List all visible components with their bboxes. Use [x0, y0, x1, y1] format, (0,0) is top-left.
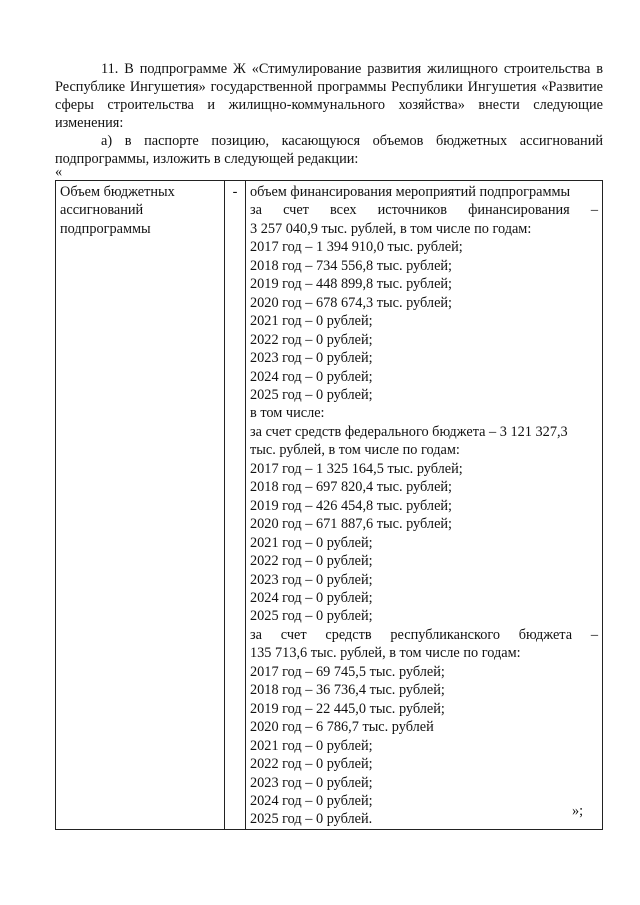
table-row [56, 181, 603, 830]
table-line: 2020 год – 671 887,6 тыс. рублей; [250, 516, 453, 533]
table-line: за счет средств федерального бюджета – 3 121 327,3 [250, 423, 568, 440]
table-line: 2024 год – 0 рублей; [250, 368, 373, 385]
table-line: 2019 год – 426 454,8 тыс. рублей; [250, 497, 453, 514]
table-line: 2017 год – 1 394 910,0 тыс. рублей; [250, 239, 463, 256]
intro-text [55, 60, 603, 168]
table-content-cell [246, 181, 603, 830]
table-line: в том числе: [250, 405, 325, 422]
table-line: 2017 год – 1 325 164,5 тыс. рублей; [250, 460, 463, 477]
opening-quote: « [55, 164, 63, 180]
intro-paragraph-2: а) в паспорте позицию, касающуюся объемов бюджетных ассигнований подпрограммы, изложить в следующей редакции: [55, 133, 603, 167]
table-dash-cell: - [225, 181, 246, 830]
table-line: 2022 год – 0 рублей; [250, 756, 373, 773]
table-line: 2024 год – 0 рублей; [250, 792, 373, 809]
intro-paragraph-1: 11. В подпрограмме Ж «Стимулирование развития жилищного строительства в Республике Ингушетия» государственной программы Республики Ингушетия «Развитие сферы строительства и жилищно-коммунального хозяйства» внести следующие изменения: [55, 61, 603, 131]
table-line: 3 257 040,9 тыс. рублей, в том числе по годам: [250, 220, 532, 237]
table-line: 2023 год – 0 рублей; [250, 350, 373, 367]
table-line: за счет средств республиканского бюджета – [250, 626, 598, 643]
table-line: 2023 год – 0 рублей; [250, 774, 373, 791]
table-line: 2025 год – 0 рублей. [250, 811, 373, 828]
table-line: 2020 год – 678 674,3 тыс. рублей; [250, 294, 453, 311]
table-label-cell: Объем бюджетных ассигнований подпрограммы [56, 181, 225, 830]
table-line: 2020 год – 6 786,7 тыс. рублей [250, 719, 434, 736]
table-line: объем финансирования мероприятий подпрограммы [250, 184, 571, 200]
table-line: тыс. рублей, в том числе по годам: [250, 442, 460, 459]
table-line: 2019 год – 22 445,0 тыс. рублей; [250, 700, 445, 717]
closing-quote: »; [572, 803, 584, 819]
table-line: 2019 год – 448 899,8 тыс. рублей; [250, 276, 453, 293]
table-line: 2021 год – 0 рублей; [250, 534, 373, 551]
table-line: за счет всех источников финансирования – [250, 202, 598, 219]
table-line: 2025 год – 0 рублей; [250, 386, 373, 403]
table-line: 2018 год – 36 736,4 тыс. рублей; [250, 682, 445, 699]
table-line: 2024 год – 0 рублей; [250, 589, 373, 606]
table-line: 2022 год – 0 рублей; [250, 553, 373, 570]
table-line: 2018 год – 697 820,4 тыс. рублей; [250, 479, 453, 496]
table-line: 2025 год – 0 рублей; [250, 608, 373, 625]
table-line: 2022 год – 0 рублей; [250, 331, 373, 348]
table-line: 2017 год – 69 745,5 тыс. рублей; [250, 663, 445, 680]
budget-table [55, 180, 603, 830]
table-line: 2021 год – 0 рублей; [250, 313, 373, 330]
table-line: 2018 год – 734 556,8 тыс. рублей; [250, 257, 453, 274]
table-line: 2021 год – 0 рублей; [250, 737, 373, 754]
table-line: 135 713,6 тыс. рублей, в том числе по годам: [250, 645, 521, 662]
table-line: 2023 год – 0 рублей; [250, 571, 373, 588]
